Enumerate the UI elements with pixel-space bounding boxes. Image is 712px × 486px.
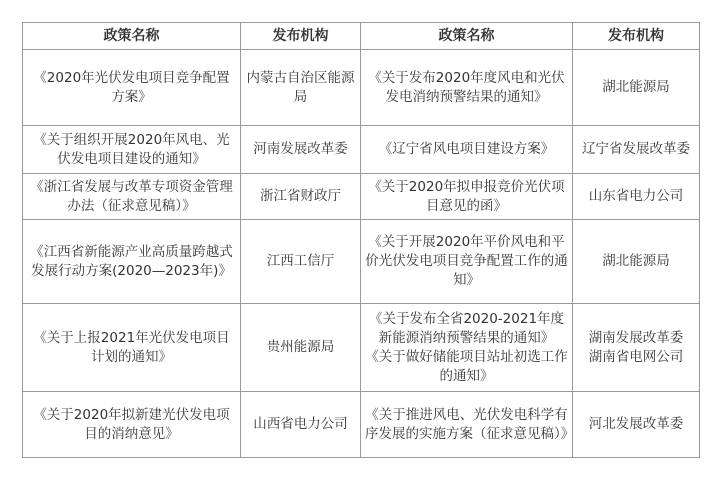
header-policy-name-left: 政策名称 xyxy=(23,23,241,50)
header-issuer-left: 发布机构 xyxy=(241,23,361,50)
right-org-text: 湖南发展改革委 xyxy=(588,329,684,346)
right-policy-text: 《辽宁省风电项目建设方案》 xyxy=(378,141,555,157)
left-org-cell xyxy=(241,392,361,458)
table-row xyxy=(23,392,700,458)
left-org-cell xyxy=(241,50,361,126)
right-policy-text: 《关于发布全省2020-2021年度新能源消纳预警结果的通知》 xyxy=(368,310,565,346)
left-policy-cell xyxy=(23,126,241,174)
left-policy-text: 《关于组织开展2020年风电、光伏发电项目建设的通知》 xyxy=(33,131,230,167)
right-org-cell xyxy=(573,392,700,458)
right-org-cell xyxy=(573,50,700,126)
right-org-text: 辽宁省发展改革委 xyxy=(582,141,690,157)
right-policy-cell xyxy=(361,220,573,304)
table-row xyxy=(23,126,700,174)
header-row xyxy=(23,23,700,50)
right-org-cell xyxy=(573,304,700,392)
table-row xyxy=(23,220,700,304)
right-org-text: 湖北能源局 xyxy=(602,79,670,95)
right-policy-cell xyxy=(361,392,573,458)
left-org-text: 贵州能源局 xyxy=(266,339,335,355)
right-policy-cell xyxy=(361,174,573,220)
table-row xyxy=(23,304,700,392)
left-policy-text: 《关于2020年拟新建光伏发电项目的消纳意见》 xyxy=(33,406,230,442)
right-policy-text: 《关于推进风电、光伏发电科学有序发展的实施方案（征求意见稿）》 xyxy=(365,406,575,442)
table-row xyxy=(23,174,700,220)
right-org-cell xyxy=(573,174,700,220)
right-org-cell xyxy=(573,220,700,304)
right-policy-text: 《关于做好储能项目站址初选工作的通知》 xyxy=(365,348,568,384)
left-org-text: 山西省电力公司 xyxy=(253,416,348,432)
left-policy-cell xyxy=(23,174,241,220)
left-org-cell xyxy=(241,126,361,174)
left-policy-text: 《关于上报2021年光伏发电项目计划的通知》 xyxy=(33,329,230,365)
left-org-text: 浙江省财政厅 xyxy=(260,188,341,204)
left-policy-cell xyxy=(23,304,241,392)
right-org-text: 湖南省电网公司 xyxy=(588,348,684,365)
left-org-text: 河南发展改革委 xyxy=(253,141,348,157)
right-policy-cell xyxy=(361,304,573,392)
left-policy-cell xyxy=(23,392,241,458)
right-org-text: 河北发展改革委 xyxy=(588,416,684,432)
left-policy-text: 《浙江省发展与改革专项资金管理办法（征求意见稿）》 xyxy=(30,178,233,214)
left-org-cell xyxy=(241,304,361,392)
left-org-text: 内蒙古自治区能源局 xyxy=(246,69,355,105)
header-policy-name-right: 政策名称 xyxy=(361,23,573,50)
policy-table xyxy=(22,22,700,458)
left-org-cell xyxy=(241,174,361,220)
right-policy-cell xyxy=(361,126,573,174)
left-policy-text: 《2020年光伏发电项目竞争配置方案》 xyxy=(33,69,230,105)
left-policy-cell xyxy=(23,50,241,126)
table-row xyxy=(23,50,700,126)
right-policy-text: 《关于发布2020年度风电和光伏发电消纳预警结果的通知》 xyxy=(368,69,565,105)
left-policy-text: 《江西省新能源产业高质量跨越式发展行动方案(2020—2023年)》 xyxy=(30,243,233,279)
header-issuer-right: 发布机构 xyxy=(573,23,700,50)
right-org-text: 山东省电力公司 xyxy=(588,188,684,204)
left-org-cell xyxy=(241,220,361,304)
right-policy-cell xyxy=(361,50,573,126)
left-org-text: 江西工信厅 xyxy=(266,253,335,269)
left-policy-cell xyxy=(23,220,241,304)
right-policy-text: 《关于开展2020年平价风电和平价光伏发电项目竞争配置工作的通知》 xyxy=(365,234,568,288)
right-org-text: 湖北能源局 xyxy=(602,253,670,269)
right-org-cell xyxy=(573,126,700,174)
right-policy-text: 《关于2020年拟申报竞价光伏项目意见的函》 xyxy=(368,178,565,214)
